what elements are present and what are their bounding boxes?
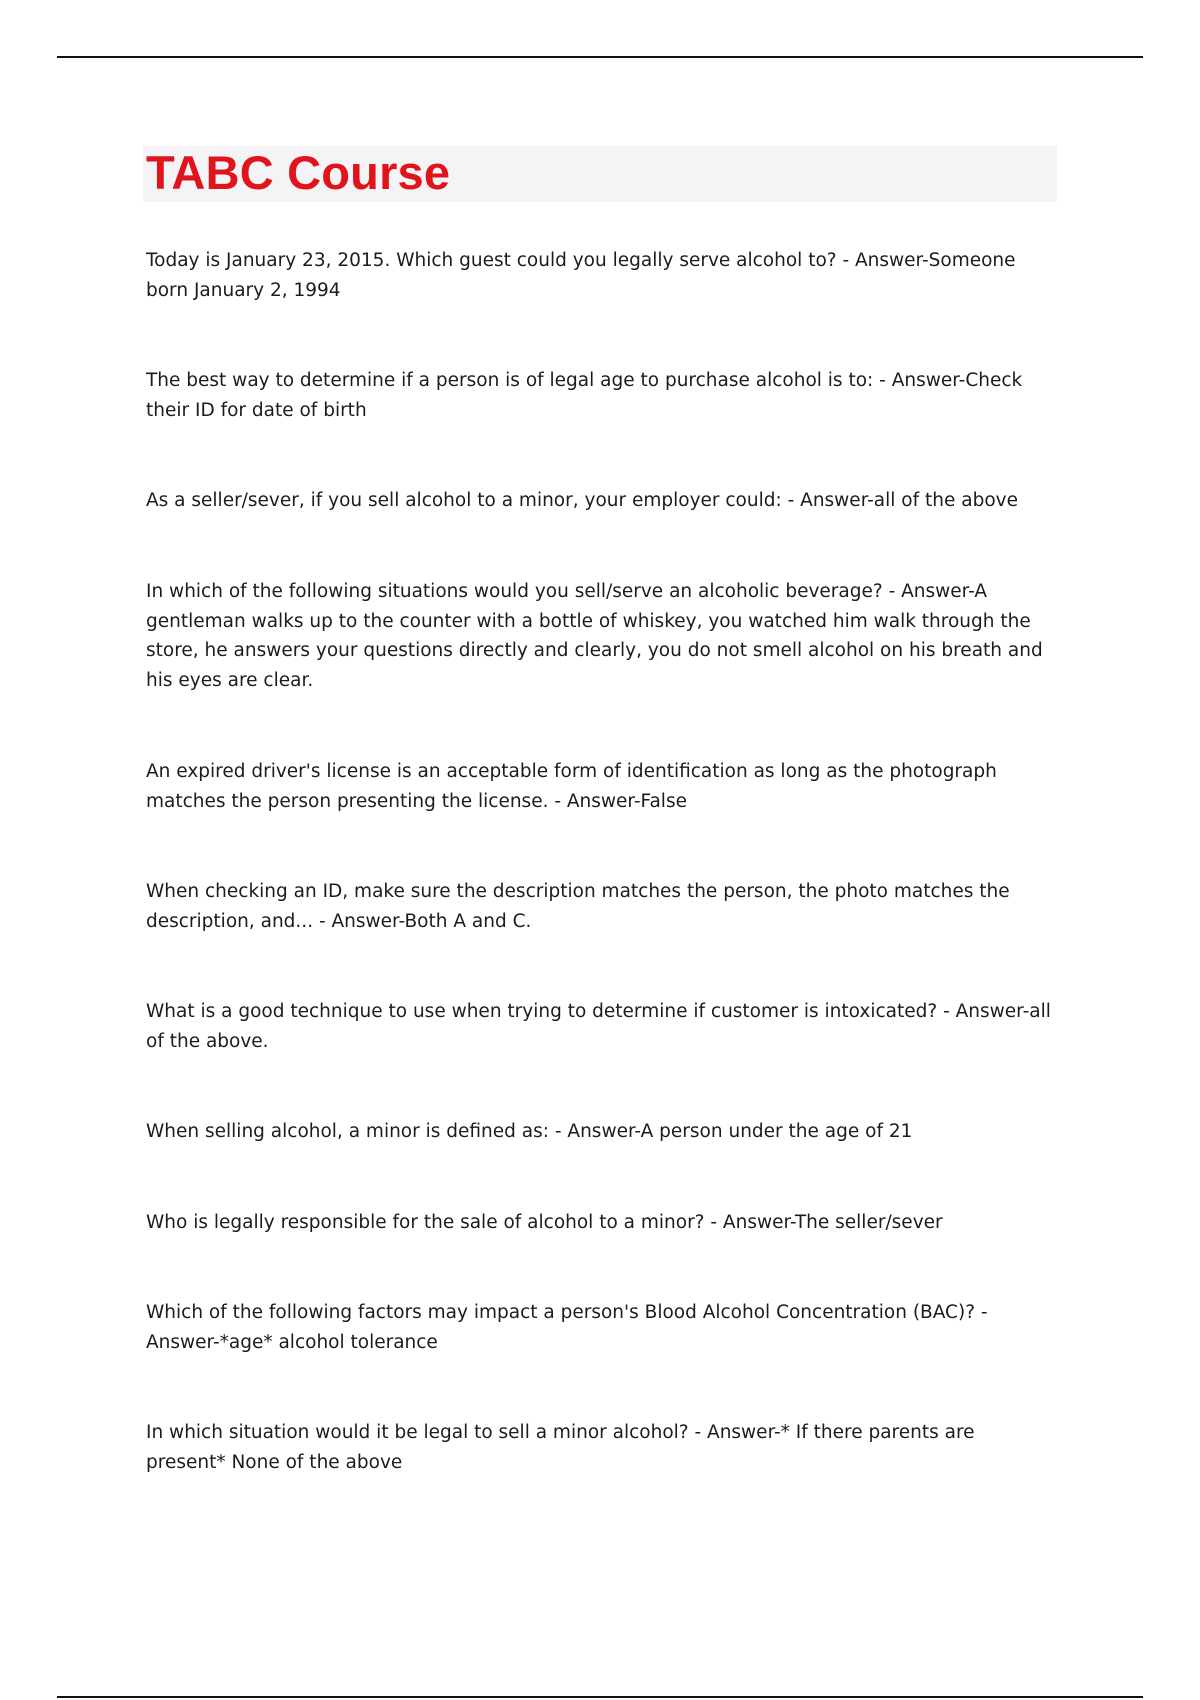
qa-item: In which of the following situations would you sell/serve an alcoholic beverage? - Answer-A gentleman walks up to the counter with a bottle of whiskey, you watched him walk through the store, he answers your questions directly and clearly, you do not smell alcohol on his breath and his eyes are clear. [146, 581, 1043, 691]
qa-item: When selling alcohol, a minor is defined as: - Answer-A person under the age of 21 [146, 1121, 913, 1142]
document-title: TABC Course [146, 146, 451, 199]
qa-item: The best way to determine if a person is of legal age to purchase alcohol is to: - Answer-Check their ID for date of birth [146, 370, 1023, 421]
bottom-rule [57, 1696, 1143, 1698]
qa-item: What is a good technique to use when trying to determine if customer is intoxicated? - Answer-all of the above. [146, 1001, 1051, 1052]
qa-item: When checking an ID, make sure the description matches the person, the photo matches the description, and... - Answer-Both A and C. [146, 881, 1010, 932]
qa-item: Who is legally responsible for the sale of alcohol to a minor? - Answer-The seller/sever [146, 1212, 943, 1233]
qa-item: An expired driver's license is an acceptable form of identification as long as the photograph matches the person presenting the license. - Answer-False [146, 761, 997, 812]
qa-item: In which situation would it be legal to sell a minor alcohol? - Answer-* If there parents are present* None of the above [146, 1422, 975, 1473]
qa-item: As a seller/sever, if you sell alcohol to a minor, your employer could: - Answer-all of the above [146, 490, 1018, 511]
qa-item: Which of the following factors may impact a person's Blood Alcohol Concentration (BAC)? - Answer-*age* alcohol tolerance [146, 1302, 988, 1353]
top-rule [57, 56, 1143, 58]
qa-item: Today is January 23, 2015. Which guest could you legally serve alcohol to? - Answer-Someone born January 2, 1994 [146, 250, 1016, 301]
